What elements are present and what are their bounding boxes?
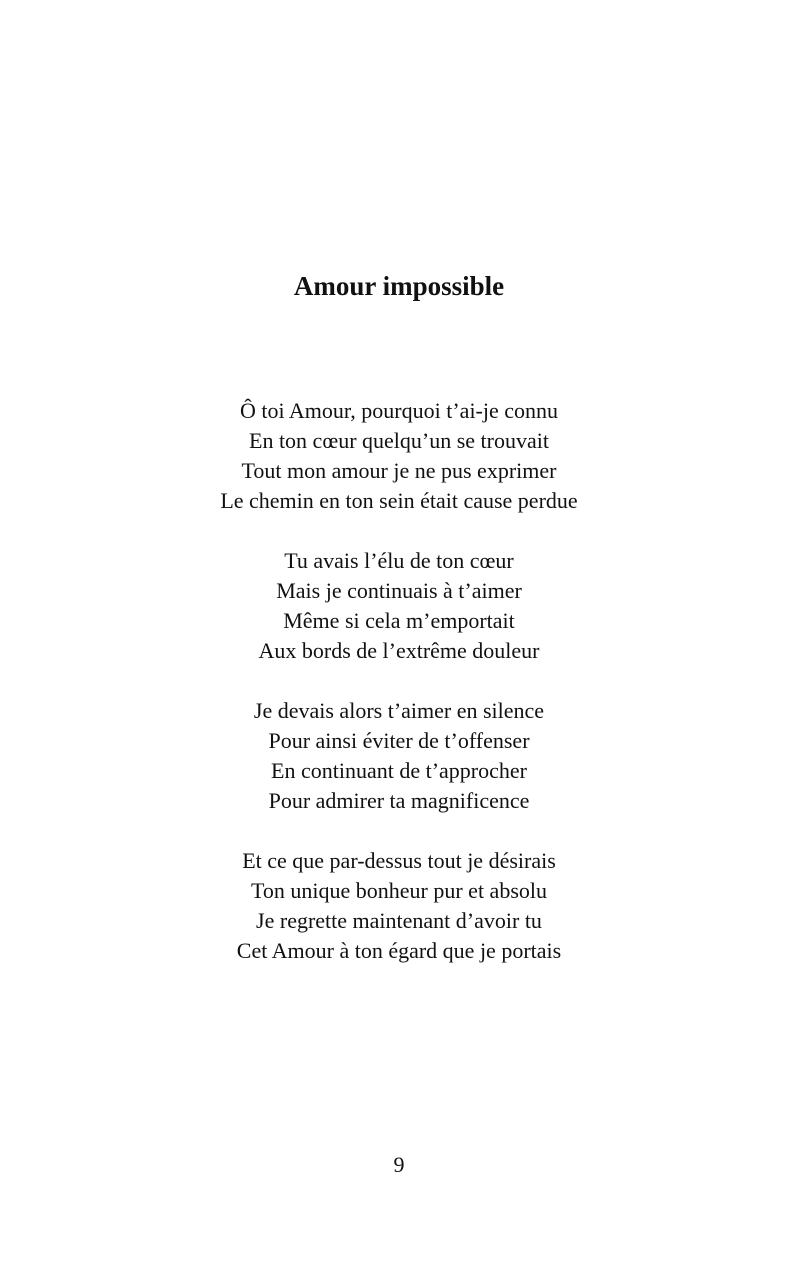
poem-line: Ô toi Amour, pourquoi t’ai-je connu bbox=[239, 398, 559, 423]
poem-line: Cet Amour à ton égard que je portais bbox=[236, 938, 562, 963]
stanza-3 bbox=[0, 696, 798, 816]
poem-line: Je regrette maintenant d’avoir tu bbox=[256, 908, 542, 933]
poem-line: Et ce que par-dessus tout je désirais bbox=[242, 848, 556, 873]
poem-line: Je devais alors t’aimer en silence bbox=[253, 698, 545, 723]
poem-line: En ton cœur quelqu’un se trouvait bbox=[249, 428, 549, 453]
poem-title: Amour impossible bbox=[293, 271, 505, 301]
stanza-2 bbox=[0, 546, 798, 666]
poem-line: Tu avais l’élu de ton cœur bbox=[284, 548, 514, 573]
poem-body bbox=[0, 396, 798, 996]
poem-line: Même si cela m’emportait bbox=[283, 608, 515, 633]
poem-line: Mais je continuais à t’aimer bbox=[276, 578, 522, 603]
stanza-1 bbox=[0, 396, 798, 516]
page-number: 9 bbox=[393, 1152, 405, 1177]
poem-line: Le chemin en ton sein était cause perdue bbox=[220, 488, 578, 513]
stanza-4 bbox=[0, 846, 798, 966]
poem-line: Aux bords de l’extrême douleur bbox=[258, 638, 540, 663]
poem-line: Tout mon amour je ne pus exprimer bbox=[241, 458, 557, 483]
poem-line: Pour ainsi éviter de t’offenser bbox=[268, 728, 530, 753]
poem-line: En continuant de t’approcher bbox=[271, 758, 527, 783]
poem-line: Pour admirer ta magnificence bbox=[268, 788, 530, 813]
poem-line: Ton unique bonheur pur et absolu bbox=[250, 878, 547, 903]
